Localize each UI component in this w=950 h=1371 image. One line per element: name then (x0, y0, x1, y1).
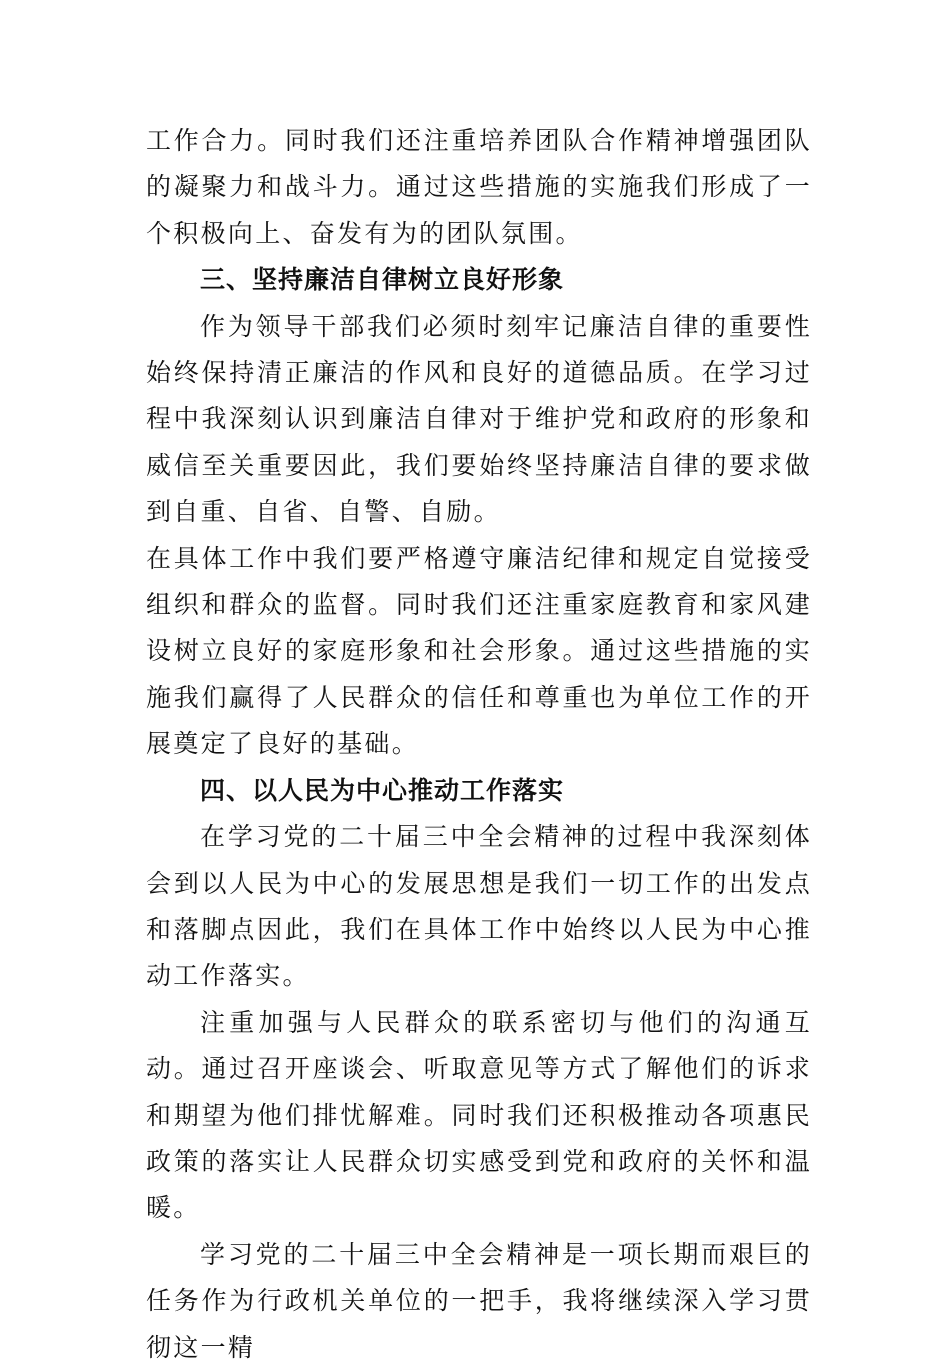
section-heading-3: 三、坚持廉洁自律树立良好形象 (200, 265, 565, 295)
paragraph: 在学习党的二十届三中全会精神的过程中我深刻体会到以人民为中心的发展思想是我们一切工作的出发点和落脚点因此，我们在具体工作中始终以人民为中心推动工作落实。 (146, 822, 812, 991)
section-heading-4: 四、以人民为中心推动工作落实 (200, 775, 565, 805)
paragraph: 学习党的二十届三中全会精神是一项长期而艰巨的任务作为行政机关单位的一把手，我将继续深入学习贯彻这一精 (146, 1239, 812, 1362)
paragraph-continued: 工作合力。同时我们还注重培养团队合作精神增强团队的凝聚力和战斗力。通过这些措施的实施我们形成了一个积极向上、奋发有为的团队氛围。 (146, 126, 812, 248)
paragraph: 作为领导干部我们必须时刻牢记廉洁自律的重要性始终保持清正廉洁的作风和良好的道德品质。在学习过程中我深刻认识到廉洁自律对于维护党和政府的形象和威信至关重要因此，我们要始终坚持廉洁自律的要求做到自重、自省、自警、自励。 (146, 311, 812, 527)
paragraph: 在具体工作中我们要严格遵守廉洁纪律和规定自觉接受组织和群众的监督。同时我们还注重家庭教育和家风建设树立良好的家庭形象和社会形象。通过这些措施的实施我们赢得了人民群众的信任和尊重也为单位工作的开展奠定了良好的基础。 (146, 543, 812, 759)
document-body (146, 118, 812, 1371)
paragraph: 注重加强与人民群众的联系密切与他们的沟通互动。通过召开座谈会、听取意见等方式了解他们的诉求和期望为他们排忧解难。同时我们还积极推动各项惠民政策的落实让人民群众切实感受到党和政府的关怀和温暖。 (146, 1007, 812, 1223)
